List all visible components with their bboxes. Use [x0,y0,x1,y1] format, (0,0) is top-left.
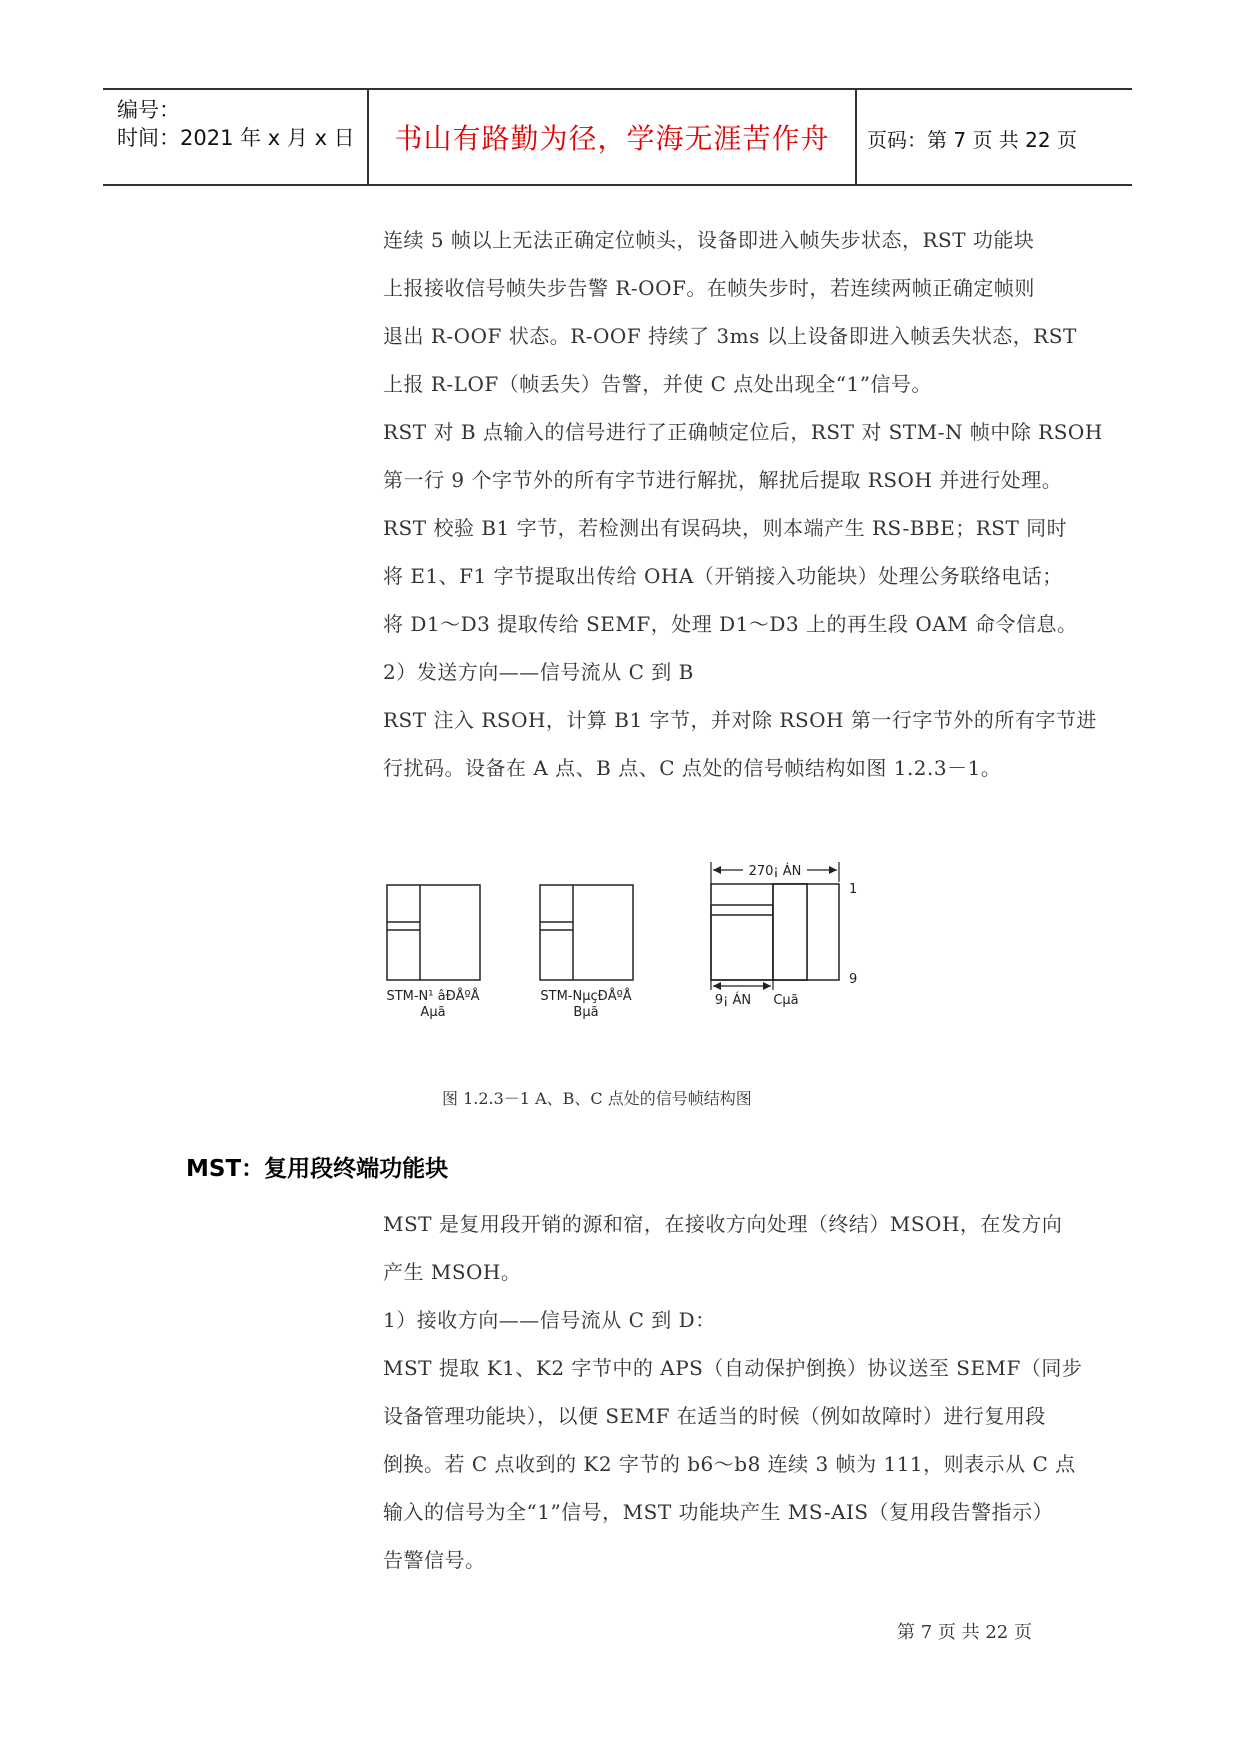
header-page-info: 页码：第 7 页 共 22 页 [867,128,1077,152]
frame-a-point-label: Aµã [420,1005,446,1020]
body-line: RST 校验 B1 字节，若检测出有误码块，则本端产生 RS-BBE；RST 同时 [383,516,1068,540]
body-line: 上报 R-LOF（帧丢失）告警，并使 C 点处出现全“1”信号。 [383,372,932,396]
body-line: 将 D1～D3 提取传给 SEMF，处理 D1～D3 上的再生段 OAM 命令信息。 [383,612,1078,636]
frame-b-label: STM-NµçÐÅºÅ [540,989,632,1004]
body-line: 行扰码。设备在 A 点、B 点、C 点处的信号帧结构如图 1.2.3－1。 [383,756,1002,780]
header-left-cell [103,90,367,184]
body-line: MST 提取 K1、K2 字节中的 APS（自动保护倒换）协议送至 SEMF（同步 [383,1356,1083,1380]
body-line: 将 E1、F1 字节提取出传给 OHA（开销接入功能块）处理公务联络电话； [383,564,1063,588]
frame-width-270-label: 270¡ ÁN [748,864,802,879]
page-header [103,88,1132,186]
body-line: 告警信号。 [383,1548,486,1572]
frame-structure-diagram [360,840,880,1020]
frame-b-box [540,885,633,980]
frame-c-box [711,862,839,990]
header-motto: 书山有路勤为径，学海无涯苦作舟 [394,122,830,155]
document-time-label: 时间：2021 年 x 月 x 日 [117,126,355,150]
body-line: 1）接收方向——信号流从 C 到 D： [383,1308,716,1332]
body-line: 退出 R-OOF 状态。R-OOF 持续了 3ms 以上设备即进入帧丢失状态，RST [383,324,1077,348]
frame-b-point-label: Bµã [573,1005,599,1020]
body-line: 2）发送方向——信号流从 C 到 B [383,660,694,684]
body-line: RST 注入 RSOH，计算 B1 字节，并对除 RSOH 第一行字节外的所有字节进 [383,708,1097,732]
body-line: 连续 5 帧以上无法正确定位帧头，设备即进入帧失步状态，RST 功能块 [383,228,1035,252]
figure-caption: 图 1.2.3－1 A、B、C 点处的信号帧结构图 [442,1089,752,1108]
page-footer: 第 7 页 共 22 页 [897,1622,1032,1643]
section-title: MST：复用段终端功能块 [186,1156,449,1182]
body-line: 上报接收信号帧失步告警 R-OOF。在帧失步时，若连续两帧正确定帧则 [383,276,1035,300]
frame-a-box [387,885,480,980]
frame-row-1-label: 1 [849,882,858,897]
body-line: 第一行 9 个字节外的所有字节进行解扰，解扰后提取 RSOH 并进行处理。 [383,468,1063,492]
frame-a-label: STM-N¹ âÐÅºÅ [386,989,480,1004]
header-motto-cell [367,90,857,184]
body-line: MST 是复用段开销的源和宿，在接收方向处理（终结）MSOH，在发方向 [383,1212,1063,1236]
frame-c-point-label: Cµã [773,993,799,1008]
body-line: 倒换。若 C 点收到的 K2 字节的 b6～b8 连续 3 帧为 111，则表示从 C 点 [383,1452,1076,1476]
header-page-cell [855,90,1132,184]
frame-soh-width-label: 9¡ ÁN [714,993,752,1008]
body-line: RST 对 B 点输入的信号进行了正确帧定位后，RST 对 STM-N 帧中除 RSOH [383,420,1103,444]
frame-structure-figure [360,840,880,1020]
body-line: 输入的信号为全“1”信号，MST 功能块产生 MS-AIS（复用段告警指示） [383,1500,1054,1524]
body-line: 产生 MSOH。 [383,1260,522,1284]
body-line: 设备管理功能块），以便 SEMF 在适当的时候（例如故障时）进行复用段 [383,1404,1046,1428]
document-number-label: 编号： [117,98,180,122]
frame-row-9-label: 9 [849,972,858,987]
